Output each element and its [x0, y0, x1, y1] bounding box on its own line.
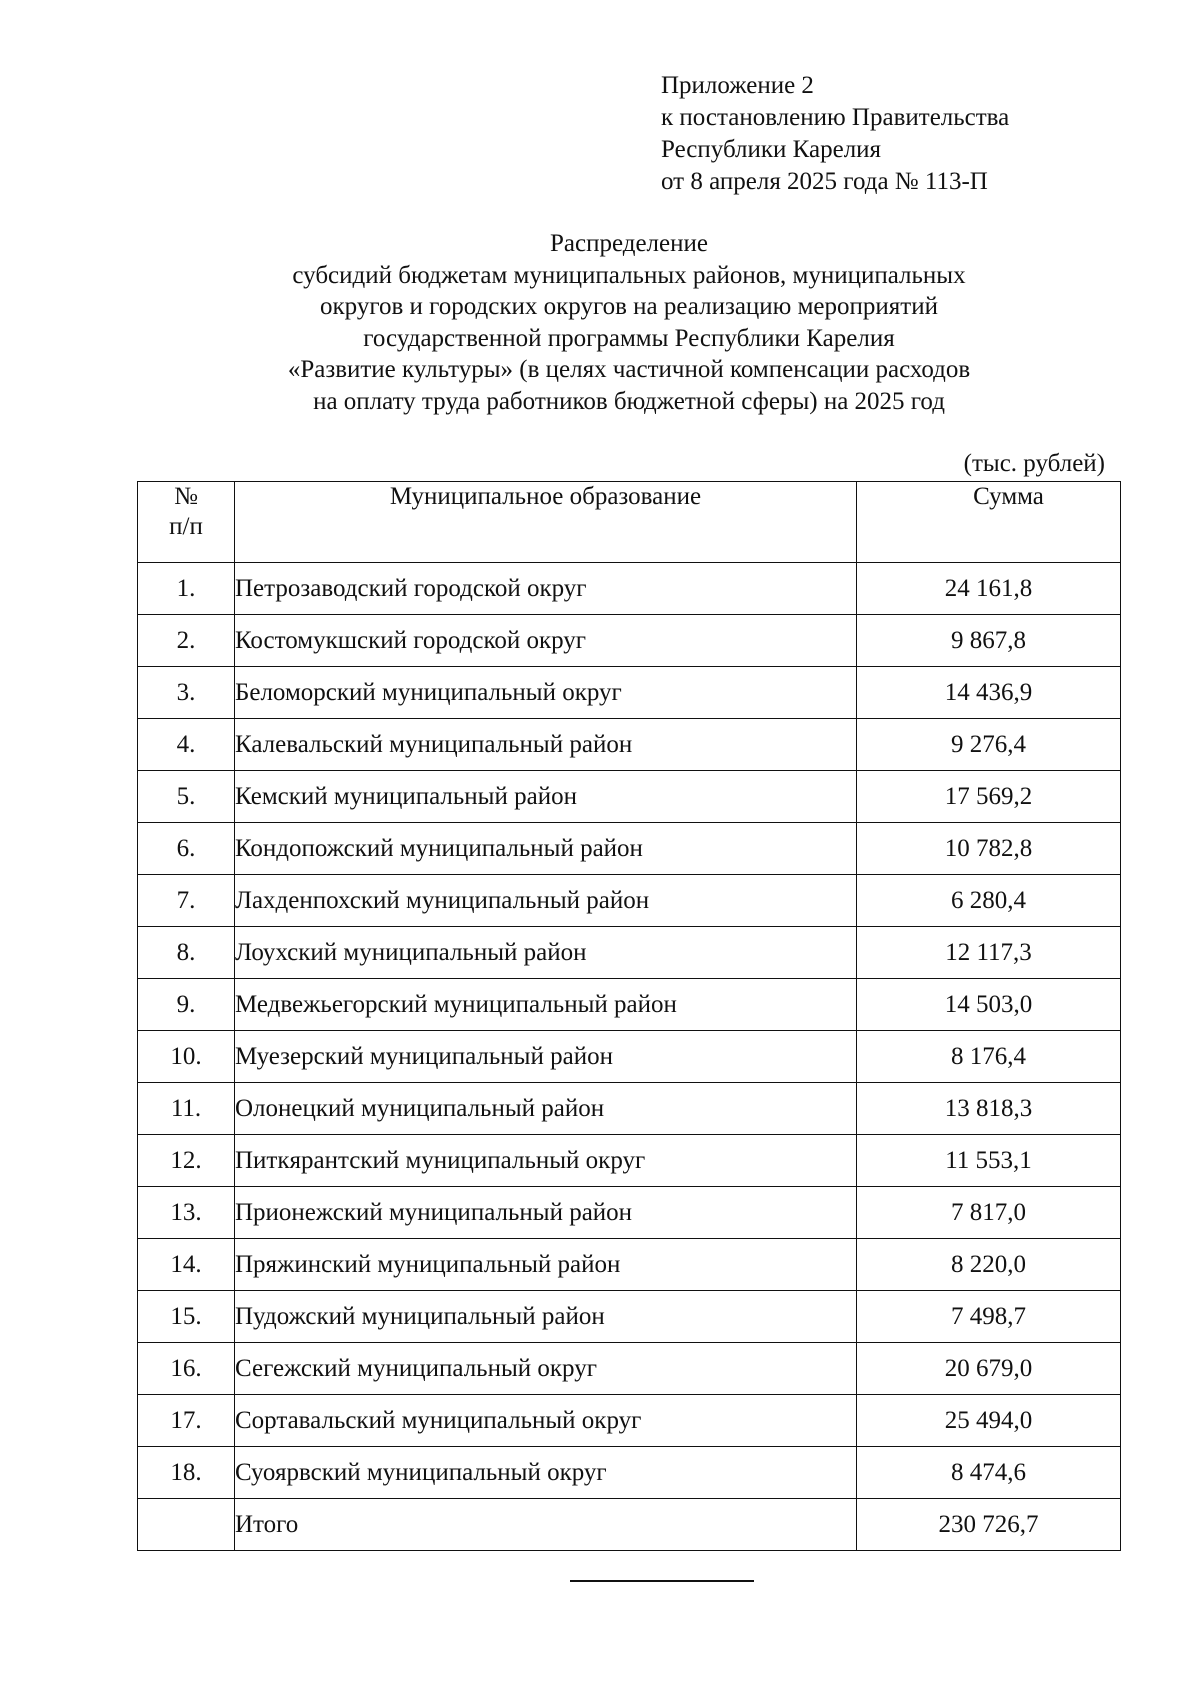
municipality-name: Пудожский муниципальный район — [235, 1291, 857, 1343]
closing-rule — [570, 1580, 754, 1582]
document-title — [137, 228, 1121, 417]
subsidy-amount: 8 220,0 — [857, 1239, 1121, 1291]
row-number: 3. — [138, 667, 235, 719]
row-number: 2. — [138, 615, 235, 667]
table-row — [138, 563, 1121, 615]
units-label: (тыс. рублей) — [963, 450, 1105, 477]
table-header-row — [138, 482, 1121, 563]
table-row — [138, 927, 1121, 979]
appendix-heading — [661, 70, 1009, 198]
subsidy-amount: 7 498,7 — [857, 1291, 1121, 1343]
municipality-name: Петрозаводский городской округ — [235, 563, 857, 615]
municipality-name: Сегежский муниципальный округ — [235, 1343, 857, 1395]
table-row — [138, 771, 1121, 823]
table-row — [138, 1291, 1121, 1343]
row-number: 9. — [138, 979, 235, 1031]
subsidy-amount: 9 867,8 — [857, 615, 1121, 667]
municipality-name: Лоухский муниципальный район — [235, 927, 857, 979]
subsidy-amount: 14 503,0 — [857, 979, 1121, 1031]
appendix-line: Республики Карелия — [661, 136, 882, 163]
subsidy-amount: 9 276,4 — [857, 719, 1121, 771]
subsidy-amount: 6 280,4 — [857, 875, 1121, 927]
municipality-name: Олонецкий муниципальный район — [235, 1083, 857, 1135]
municipality-name: Итого — [235, 1499, 857, 1551]
row-number: 17. — [138, 1395, 235, 1447]
table-row — [138, 823, 1121, 875]
table-row — [138, 875, 1121, 927]
table-row — [138, 979, 1121, 1031]
header-sum: Сумма — [857, 482, 1121, 563]
row-number: 10. — [138, 1031, 235, 1083]
row-number: 7. — [138, 875, 235, 927]
title-line: на оплату труда работников бюджетной сферы) на 2025 год — [313, 387, 945, 415]
header-number — [138, 482, 235, 563]
row-number — [138, 1499, 235, 1551]
row-number: 11. — [138, 1083, 235, 1135]
municipality-name: Костомукшский городской округ — [235, 615, 857, 667]
title-line: Распределение — [550, 230, 708, 257]
subsidy-amount: 13 818,3 — [857, 1083, 1121, 1135]
subsidy-amount: 12 117,3 — [857, 927, 1121, 979]
table-row — [138, 615, 1121, 667]
appendix-line: Приложение 2 — [661, 72, 814, 99]
subsidy-amount: 230 726,7 — [857, 1499, 1121, 1551]
municipality-name: Питкярантский муниципальный округ — [235, 1135, 857, 1187]
municipality-name: Прионежский муниципальный район — [235, 1187, 857, 1239]
table-row — [138, 1395, 1121, 1447]
title-line: «Развитие культуры» (в целях частичной компенсации расходов — [287, 356, 971, 383]
municipality-name: Кондопожский муниципальный район — [235, 823, 857, 875]
row-number: 12. — [138, 1135, 235, 1187]
subsidy-amount: 25 494,0 — [857, 1395, 1121, 1447]
table-row — [138, 1447, 1121, 1499]
table-row — [138, 1187, 1121, 1239]
header-number-abbrev: п/п — [169, 513, 203, 540]
municipality-name: Лахденпохский муниципальный район — [235, 875, 857, 927]
municipality-name: Сортавальский муниципальный округ — [235, 1395, 857, 1447]
appendix-line: от 8 апреля 2025 года № 113-П — [661, 168, 988, 195]
table-row — [138, 1031, 1121, 1083]
municipality-name: Кемский муниципальный район — [235, 771, 857, 823]
appendix-line: к постановлению Правительства — [661, 104, 1010, 131]
table-row — [138, 1343, 1121, 1395]
subsidy-amount: 11 553,1 — [857, 1135, 1121, 1187]
row-number: 13. — [138, 1187, 235, 1239]
municipality-name: Пряжинский муниципальный район — [235, 1239, 857, 1291]
row-number: 14. — [138, 1239, 235, 1291]
header-municipality: Муниципальное образование — [235, 482, 857, 563]
row-number: 8. — [138, 927, 235, 979]
municipality-name: Суоярвский муниципальный округ — [235, 1447, 857, 1499]
municipality-name: Беломорский муниципальный округ — [235, 667, 857, 719]
subsidy-amount: 14 436,9 — [857, 667, 1121, 719]
table-row — [138, 1239, 1121, 1291]
row-number: 6. — [138, 823, 235, 875]
subsidy-amount: 10 782,8 — [857, 823, 1121, 875]
municipality-name: Калевальский муниципальный район — [235, 719, 857, 771]
subsidy-amount: 24 161,8 — [857, 563, 1121, 615]
row-number: 5. — [138, 771, 235, 823]
row-number: 15. — [138, 1291, 235, 1343]
table-row — [138, 1135, 1121, 1187]
total-row — [138, 1499, 1121, 1551]
row-number: 16. — [138, 1343, 235, 1395]
table-row — [138, 1083, 1121, 1135]
subsidy-amount: 8 474,6 — [857, 1447, 1121, 1499]
distribution-table — [137, 481, 1121, 1551]
row-number: 18. — [138, 1447, 235, 1499]
row-number: 4. — [138, 719, 235, 771]
subsidy-amount: 20 679,0 — [857, 1343, 1121, 1395]
municipality-name: Медвежьегорский муниципальный район — [235, 979, 857, 1031]
municipality-name: Муезерский муниципальный район — [235, 1031, 857, 1083]
row-number: 1. — [138, 563, 235, 615]
subsidy-amount: 7 817,0 — [857, 1187, 1121, 1239]
title-line: государственной программы Республики Карелия — [363, 324, 895, 352]
subsidy-amount: 8 176,4 — [857, 1031, 1121, 1083]
title-line: субсидий бюджетам муниципальных районов, муниципальных — [292, 261, 966, 289]
table-row — [138, 719, 1121, 771]
subsidy-amount: 17 569,2 — [857, 771, 1121, 823]
header-number-symbol: № — [174, 483, 198, 510]
table-row — [138, 667, 1121, 719]
title-line: округов и городских округов на реализацию мероприятий — [320, 293, 938, 320]
